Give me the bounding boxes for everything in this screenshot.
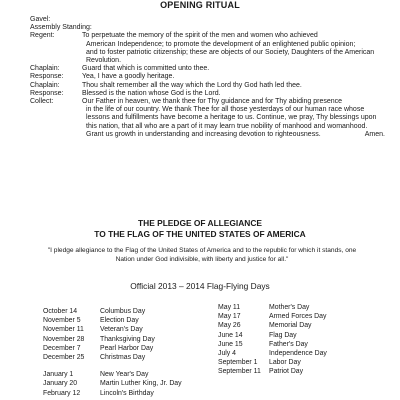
- ritual-speaker: [30, 106, 82, 114]
- flag-day-date: May 11: [218, 304, 241, 311]
- ritual-text: Guard that which is committed unto thee.: [82, 65, 210, 73]
- ritual-line: [30, 106, 385, 114]
- flag-days-right: [218, 303, 327, 377]
- flag-day-date: July 4: [218, 350, 237, 358]
- flag-days-2013: [43, 307, 182, 362]
- ritual-speaker: Response:: [30, 73, 64, 81]
- flag-day-name: Flag Day: [269, 331, 297, 339]
- pledge-heading: THE PLEDGE OF ALLEGIANCE: [138, 218, 262, 228]
- flag-day-row: [218, 331, 327, 340]
- ritual-speaker: [30, 41, 82, 49]
- ritual-speaker: [30, 131, 82, 139]
- flag-day-name: Memorial Day: [269, 322, 312, 330]
- flag-day-name: Veteran's Day: [100, 326, 143, 334]
- ritual-line: [30, 131, 385, 139]
- ritual-gavel: Gavel:: [30, 16, 51, 23]
- ritual-speaker: [30, 49, 82, 57]
- flag-day-name: Father's Day: [269, 340, 308, 348]
- flag-day-name: Mother's Day: [269, 304, 310, 311]
- flag-day-date: October 14: [43, 308, 78, 315]
- flag-day-row: [43, 325, 182, 334]
- ritual-text: Grant us growth in understanding and increasing devotion to righteousness.: [86, 130, 321, 138]
- ritual-speaker: [30, 114, 82, 122]
- ritual-text: American Independence; to promote the development of an enlightened public opinion;: [86, 40, 356, 48]
- flag-day-name: Lincoln's Birthday: [100, 389, 154, 397]
- ritual-line: [30, 65, 385, 73]
- flag-day-date: September 11: [218, 368, 261, 376]
- flag-day-date: January 1: [43, 371, 74, 379]
- ritual-line: [30, 98, 385, 106]
- flag-day-name: Martin Luther King, Jr. Day: [100, 380, 182, 388]
- flag-day-row: [218, 312, 327, 321]
- flag-days-2014: [43, 370, 182, 398]
- ritual-speaker: Chaplain:: [30, 65, 60, 73]
- flag-day-name: Patriot Day: [269, 368, 304, 376]
- ritual-text: lessons and fulfillments have become a heritage to us. Continue, we pray, Thy blessings upon: [86, 114, 377, 122]
- flag-day-name: Independence Day: [269, 350, 327, 358]
- ritual-speaker: Chaplain:: [30, 81, 60, 89]
- flag-day-date: May 17: [218, 313, 241, 321]
- ritual-speaker: [30, 57, 82, 65]
- ritual-text: this nation, that all who are a part of it may learn true nobility of manhood and womanhood.: [86, 122, 368, 130]
- ritual-speaker: [30, 123, 82, 131]
- flag-day-row: [218, 340, 327, 349]
- ritual-line: [30, 114, 385, 122]
- ritual-line: [30, 57, 385, 65]
- ritual-line: [30, 32, 385, 40]
- ritual-lines: [30, 32, 385, 139]
- flag-day-name: Armed Forces Day: [269, 313, 327, 321]
- flag-day-row: [43, 307, 182, 316]
- flag-day-row: [43, 389, 182, 398]
- flag-days-left-column: [43, 307, 182, 398]
- ritual-text: To perpetuate the memory of the spirit of the men and women who achieved: [82, 32, 318, 40]
- ritual-line: [30, 49, 385, 57]
- ritual-speaker: Response:: [30, 89, 64, 97]
- ritual-line: [30, 90, 385, 98]
- flag-day-date: November 11: [43, 326, 84, 334]
- flag-day-row: [218, 367, 327, 376]
- ritual-text: Yea, I have a goodly heritage.: [82, 73, 175, 81]
- flag-day-row: [218, 303, 327, 312]
- flag-day-row: [43, 335, 182, 344]
- ritual-text: Blessed is the nation whose God is the Lord.: [82, 89, 221, 97]
- flag-day-name: Columbus Day: [100, 308, 146, 315]
- flag-day-date: June 15: [218, 340, 243, 348]
- flag-days-right-column: [218, 303, 327, 377]
- ritual-line: [30, 41, 385, 49]
- flag-day-name: Labor Day: [269, 359, 301, 367]
- flag-day-date: December 7: [43, 344, 81, 352]
- flag-day-row: [43, 344, 182, 353]
- ritual-line: [30, 73, 385, 81]
- flag-day-date: November 5: [43, 317, 81, 325]
- ritual-assembly: Assembly Standing:: [30, 24, 92, 32]
- flag-day-row: [43, 370, 182, 379]
- flag-day-date: May 26: [218, 322, 241, 330]
- ritual-text: Our Father in heaven, we thank thee for Thy guidance and for Thy abiding presence: [82, 98, 343, 106]
- flag-day-row: [43, 379, 182, 388]
- flag-day-row: [218, 358, 327, 367]
- pledge-subheading: TO THE FLAG OF THE UNITED STATES OF AMERICA: [94, 229, 306, 239]
- flag-day-name: Christmas Day: [100, 354, 146, 362]
- flag-day-row: [43, 316, 182, 325]
- column-spacer: [43, 362, 182, 370]
- flag-day-name: Thanksgiving Day: [100, 335, 155, 343]
- ritual-line: [30, 123, 385, 131]
- flag-day-date: September 1: [218, 359, 258, 367]
- flag-day-date: December 25: [43, 354, 85, 362]
- flag-day-row: [43, 353, 182, 362]
- flag-day-row: [218, 321, 327, 330]
- ritual-text: Thou shalt remember all the way which the Lord thy God hath led thee.: [82, 81, 302, 89]
- pledge-text: "I pledge allegiance to the Flag of the United States of America and to the republic for which it stands, one Nation under God indivisible, with liberty and justice for all.": [47, 247, 357, 263]
- ritual-text: and to foster patriotic citizenship; these are objects of our Society, Daughters of the American: [86, 48, 375, 56]
- flag-day-date: November 28: [43, 335, 85, 343]
- flag-day-name: Pearl Harbor Day: [100, 344, 154, 352]
- ritual-text: Revolution.: [86, 57, 122, 65]
- ritual-speaker: Collect:: [30, 98, 54, 106]
- flag-day-date: January 20: [43, 380, 78, 388]
- ritual-amen: Amen.: [364, 130, 385, 138]
- page-title: OPENING RITUAL: [160, 0, 240, 10]
- flag-day-name: New Year's Day: [100, 371, 149, 379]
- flag-day-date: June 14: [218, 331, 243, 339]
- ritual-text: in the life of our country. We thank Thee for all those yesterdays of our human race whose: [86, 106, 365, 114]
- flag-day-row: [218, 349, 327, 358]
- ritual-line: [30, 82, 385, 90]
- flag-day-name: Election Day: [100, 317, 139, 325]
- ritual-speaker: Regent:: [30, 32, 55, 40]
- flag-day-date: February 12: [43, 389, 81, 397]
- flag-days-title: Official 2013 – 2014 Flag-Flying Days: [130, 281, 270, 291]
- opening-ritual: [30, 16, 385, 139]
